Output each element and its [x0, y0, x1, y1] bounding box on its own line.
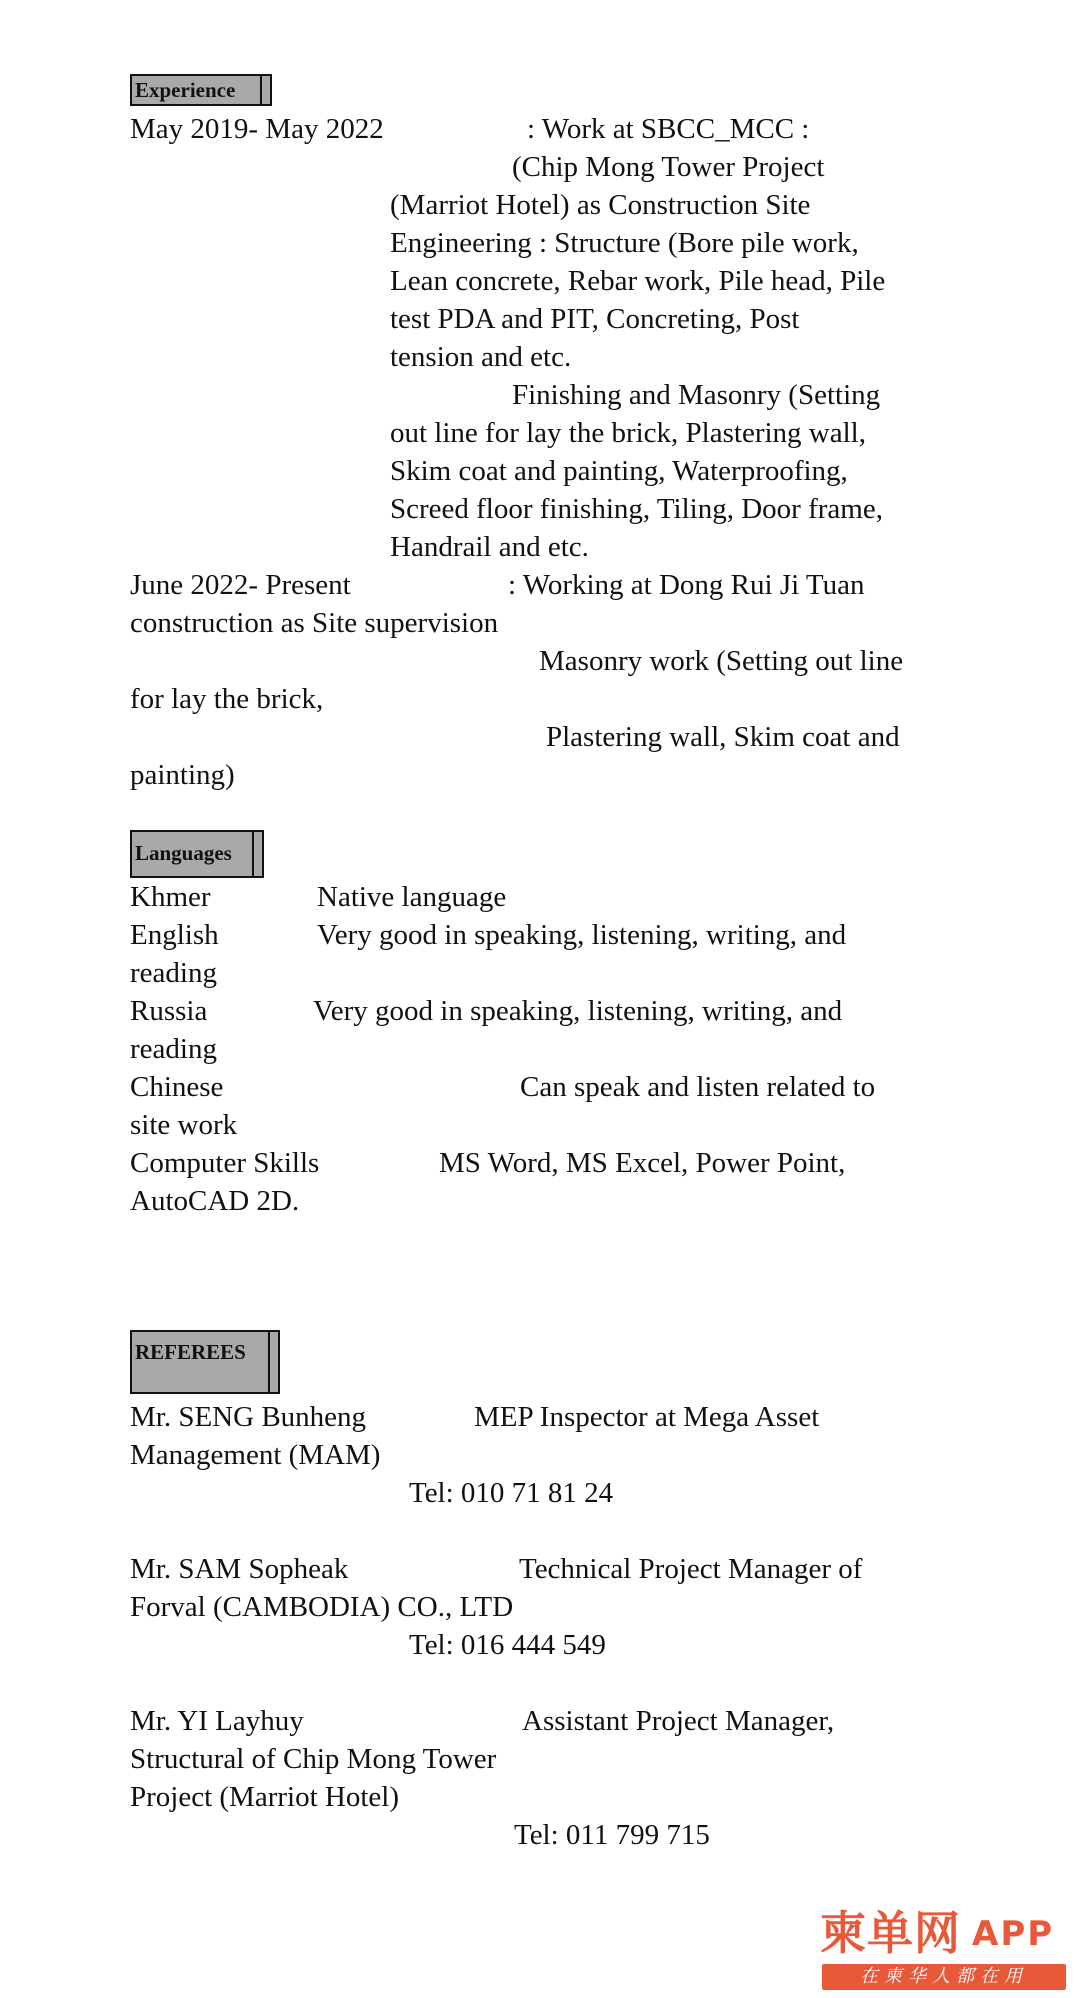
referee-tel: Tel: 016 444 549 — [409, 1629, 606, 1661]
language-desc: Very good in speaking, listening, writing, and — [317, 919, 847, 951]
language-name: Chinese — [130, 1071, 224, 1103]
referee-title: Technical Project Manager of — [519, 1553, 863, 1585]
referees-header: REFEREES — [130, 1330, 280, 1394]
experience-header: Experience — [130, 74, 272, 106]
job1-line: Lean concrete, Rebar work, Pile head, Pile — [390, 265, 886, 297]
referee-title-cont: Forval (CAMBODIA) CO., LTD — [130, 1591, 514, 1623]
language-desc-cont: AutoCAD 2D. — [130, 1185, 300, 1217]
language-desc: Very good in speaking, listening, writing, and — [313, 995, 843, 1027]
language-desc-cont: reading — [130, 1033, 217, 1065]
job1-line: tension and etc. — [390, 341, 572, 373]
job1-line: test PDA and PIT, Concreting, Post — [390, 303, 800, 335]
job1-dates: May 2019- May 2022 — [130, 113, 384, 145]
job1-line: Screed floor finishing, Tiling, Door frame, — [390, 493, 883, 525]
referee-name: Mr. YI Layhuy — [130, 1705, 304, 1737]
language-desc: Can speak and listen related to — [520, 1071, 876, 1103]
language-desc: Native language — [317, 881, 507, 913]
referee-title-cont: Management (MAM) — [130, 1439, 381, 1471]
languages-header: Languages — [130, 830, 264, 878]
job2-line: construction as Site supervision — [130, 607, 499, 639]
job1-line: (Chip Mong Tower Project — [512, 151, 825, 183]
referee-name: Mr. SENG Bunheng — [130, 1401, 367, 1433]
job1-line: out line for lay the brick, Plastering wall, — [390, 417, 866, 449]
referee-name: Mr. SAM Sopheak — [130, 1553, 349, 1585]
referee-title-cont: Project (Marriot Hotel) — [130, 1781, 399, 1813]
job2-line: : Working at Dong Rui Ji Tuan — [508, 569, 865, 601]
watermark-logo — [820, 1908, 1072, 1992]
referee-tel: Tel: 011 799 715 — [514, 1819, 710, 1851]
job2-dates: June 2022- Present — [130, 569, 351, 601]
language-name: Khmer — [130, 881, 211, 913]
job1-line: Finishing and Masonry (Setting — [512, 379, 881, 411]
language-desc-cont: reading — [130, 957, 217, 989]
language-name: Computer Skills — [130, 1147, 320, 1179]
job2-line: for lay the brick, — [130, 683, 324, 715]
job2-line: painting) — [130, 759, 235, 791]
brand-wordmark: 柬单网 — [820, 1906, 961, 1960]
referee-tel: Tel: 010 71 81 24 — [409, 1477, 614, 1509]
referee-title: Assistant Project Manager, — [522, 1705, 835, 1737]
job1-line: (Marriot Hotel) as Construction Site — [390, 189, 811, 221]
language-name: Russia — [130, 995, 208, 1027]
job1-line: Handrail and etc. — [390, 531, 589, 563]
job1-line: : Work at SBCC_MCC : — [527, 113, 810, 145]
job1-line: Skim coat and painting, Waterproofing, — [390, 455, 848, 487]
tagline: 在柬华人都在用 — [822, 1964, 1066, 1990]
job2-line: Plastering wall, Skim coat and — [546, 721, 900, 753]
job2-line: Masonry work (Setting out line — [539, 645, 904, 677]
language-name: English — [130, 919, 219, 951]
job1-line: Engineering : Structure (Bore pile work, — [390, 227, 859, 259]
app-label: APP — [972, 1914, 1055, 1954]
language-desc: MS Word, MS Excel, Power Point, — [439, 1147, 846, 1179]
referee-title-cont: Structural of Chip Mong Tower — [130, 1743, 497, 1775]
language-desc-cont: site work — [130, 1109, 238, 1141]
referee-title: MEP Inspector at Mega Asset — [474, 1401, 820, 1433]
